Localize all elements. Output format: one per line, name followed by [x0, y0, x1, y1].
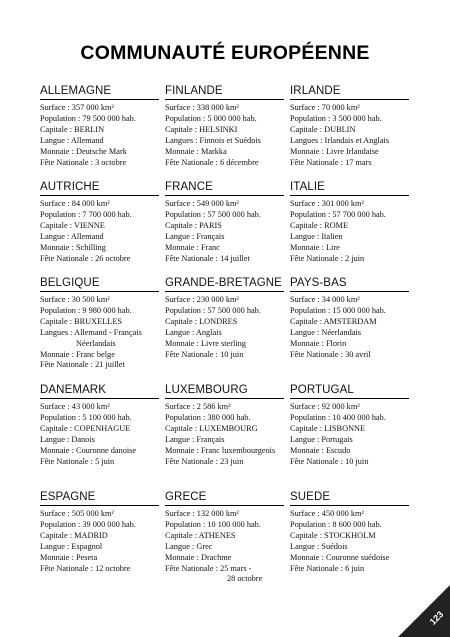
- national-day-line: Fête Nationale : 5 juin: [40, 456, 115, 466]
- population-line: Population : 3 500 000 hab.: [290, 113, 382, 123]
- page-corner: [390, 577, 450, 637]
- capital-line: Capitale : BERLIN: [40, 124, 105, 134]
- capital-line: Capitale : AMSTERDAM: [290, 316, 377, 326]
- language-line: Langue : Anglais: [165, 327, 222, 337]
- population-line: Population : 380 000 hab.: [165, 412, 251, 422]
- national-day-line: Fête Nationale : 6 juin: [290, 563, 365, 573]
- national-day-line: Fête Nationale : 14 juillet: [165, 253, 250, 263]
- population-line: Population : 10 400 000 hab.: [290, 412, 386, 422]
- country-block-irlande: [290, 84, 409, 180]
- country-block-autriche: [40, 180, 159, 276]
- country-grid: [40, 84, 410, 586]
- capital-line: Capitale : LUXEMBOURG: [165, 423, 258, 433]
- surface-line: Surface : 301 000 km²: [290, 199, 364, 208]
- country-block-finlande: [165, 84, 284, 180]
- national-day-line: Fête Nationale : 10 juin: [290, 456, 369, 466]
- surface-line: Surface : 549 000 km²: [165, 199, 239, 208]
- language-line: Langue : Danois: [40, 434, 95, 444]
- country-name: FINLANDE: [165, 84, 284, 100]
- capital-line: Capitale : COPENHAGUE: [40, 423, 131, 433]
- capital-line: Capitale : HELSINKI: [165, 124, 238, 134]
- country-block-belgique: [40, 276, 159, 383]
- population-line: Population : 9 980 000 hab.: [40, 305, 132, 315]
- country-name: ITALIE: [290, 180, 409, 196]
- national-day-line-continued: 28 octobre: [227, 574, 263, 584]
- country-block-italie: [290, 180, 409, 276]
- country-name: GRECE: [165, 490, 284, 506]
- currency-line: Monnaie : Couronne suédoise: [290, 552, 390, 562]
- currency-line: Monnaie : Schilling: [40, 242, 106, 252]
- language-line: Langue : Allemand: [40, 231, 104, 241]
- country-block-danemark: [40, 383, 159, 490]
- country-name: PORTUGAL: [290, 383, 409, 399]
- population-line: Population : 10 100 000 hab.: [165, 519, 261, 529]
- page-title: COMMUNAUTÉ EUROPÉENNE: [80, 42, 370, 64]
- capital-line: Capitale : BRUXELLES: [40, 316, 123, 326]
- population-line: Population : 79 500 000 hab.: [40, 113, 136, 123]
- currency-line: Monnaie : Peseta: [40, 552, 98, 562]
- country-block-luxembourg: [165, 383, 284, 490]
- population-line: Population : 7 700 000 hab.: [40, 209, 132, 219]
- surface-line: Surface : 92 000 km²: [290, 402, 360, 411]
- population-line: Population : 57 500 000 hab.: [165, 209, 261, 219]
- language-line: Langue : Allemand: [40, 135, 104, 145]
- country-name: GRANDE-BRETAGNE: [165, 276, 284, 292]
- language-line: Langue : Espagnol: [40, 541, 103, 551]
- language-line: Langue : Suédois: [290, 541, 348, 551]
- country-name: LUXEMBOURG: [165, 383, 284, 399]
- language-line: Langue : Français: [165, 231, 225, 241]
- language-line: Langue : Italien: [290, 231, 343, 241]
- currency-line: Monnaie : Markka: [165, 146, 227, 156]
- country-block-grande-bretagne: [165, 276, 284, 383]
- national-day-line: Fête Nationale : 6 décembre: [165, 157, 259, 167]
- country-block-grece: [165, 490, 284, 586]
- population-line: Population : 5 000 000 hab.: [165, 113, 257, 123]
- currency-line: Monnaie : Livre Irlandaise: [290, 146, 379, 156]
- country-name: DANEMARK: [40, 383, 159, 399]
- surface-line: Surface : 43 000 km²: [40, 402, 110, 411]
- country-block-espagne: [40, 490, 159, 586]
- language-line: Langues : Finnois et Suédois: [165, 135, 261, 145]
- currency-line: Monnaie : Livre sterling: [165, 338, 246, 348]
- capital-line: Capitale : DUBLIN: [290, 124, 356, 134]
- language-line: Langue : Néerlandais: [290, 327, 361, 337]
- currency-line: Monnaie : Couronne danoise: [40, 445, 137, 455]
- currency-line: Monnaie : Franc: [165, 242, 220, 252]
- national-day-line: Fête Nationale : 21 juillet: [40, 360, 125, 370]
- currency-line: Monnaie : Florin: [290, 338, 347, 348]
- national-day-line: Fête Nationale : 12 octobre: [40, 563, 131, 573]
- surface-line: Surface : 450 000 km²: [290, 509, 364, 518]
- capital-line: Capitale : ATHENES: [165, 530, 236, 540]
- surface-line: Surface : 338 000 km²: [165, 103, 239, 112]
- surface-line: Surface : 34 000 km²: [290, 295, 360, 304]
- national-day-line: Fête Nationale : 10 juin: [165, 349, 244, 359]
- currency-line: Monnaie : Lire: [290, 242, 340, 252]
- page-number: 123: [427, 609, 446, 627]
- surface-line: Surface : 505 000 km²: [40, 509, 114, 518]
- country-name: BELGIQUE: [40, 276, 159, 292]
- national-day-line: Fête Nationale : 23 juin: [165, 456, 244, 466]
- country-block-suede: [290, 490, 409, 586]
- currency-line: Monnaie : Franc belge: [40, 349, 115, 359]
- population-line: Population : 57 700 000 hab.: [290, 209, 386, 219]
- capital-line: Capitale : ROME: [290, 220, 349, 230]
- capital-line: Capitale : MADRID: [40, 530, 108, 540]
- country-name: PAYS-BAS: [290, 276, 409, 292]
- surface-line: Surface : 230 000 km²: [165, 295, 239, 304]
- country-name: IRLANDE: [290, 84, 409, 100]
- country-name: SUEDE: [290, 490, 409, 506]
- population-line: Population : 8 600 000 hab.: [290, 519, 382, 529]
- surface-line: Surface : 357 000 km²: [40, 103, 114, 112]
- population-line: Population : 5 100 000 hab.: [40, 412, 132, 422]
- language-line: Langue : Portugais: [290, 434, 353, 444]
- language-line: Langues : Irlandais et Anglais: [290, 135, 390, 145]
- currency-line: Monnaie : Deutsche Mark: [40, 146, 127, 156]
- currency-line: Monnaie : Drachme: [165, 552, 232, 562]
- surface-line: Surface : 2 586 km²: [165, 402, 231, 411]
- country-name: FRANCE: [165, 180, 284, 196]
- surface-line: Surface : 84 000 km²: [40, 199, 110, 208]
- population-line: Population : 39 000 000 hab.: [40, 519, 136, 529]
- capital-line: Capitale : LISBONNE: [290, 423, 366, 433]
- population-line: Population : 57 500 000 hab.: [165, 305, 261, 315]
- currency-line: Monnaie : Escudo: [290, 445, 351, 455]
- capital-line: Capitale : PARIS: [165, 220, 222, 230]
- language-line: Langues : Allemand - Français: [40, 327, 142, 337]
- surface-line: Surface : 30 500 km²: [40, 295, 110, 304]
- country-block-pays-bas: [290, 276, 409, 383]
- capital-line: Capitale : LONDRES: [165, 316, 238, 326]
- national-day-line: Fête Nationale : 17 mars: [290, 157, 372, 167]
- national-day-line: Fête Nationale : 2 juin: [290, 253, 365, 263]
- national-day-line: Fête Nationale : 26 octobre: [40, 253, 131, 263]
- country-block-portugal: [290, 383, 409, 490]
- surface-line: Surface : 132 000 km²: [165, 509, 239, 518]
- language-line: Langue : Français: [165, 434, 225, 444]
- currency-line: Monnaie : Franc luxembourgeois: [165, 445, 276, 455]
- population-line: Population : 15 000 000 hab.: [290, 305, 386, 315]
- capital-line: Capitale : VIENNE: [40, 220, 105, 230]
- country-block-allemagne: [40, 84, 159, 180]
- language-line-continued: Néerlandais: [76, 338, 116, 348]
- country-block-france: [165, 180, 284, 276]
- national-day-line: Fête Nationale : 3 octobre: [40, 157, 127, 167]
- capital-line: Capitale : STOCKHOLM: [290, 530, 376, 540]
- country-name: AUTRICHE: [40, 180, 159, 196]
- surface-line: Surface : 70 000 km²: [290, 103, 360, 112]
- country-name: ESPAGNE: [40, 490, 159, 506]
- language-line: Langue : Grec: [165, 541, 213, 551]
- national-day-line: Fête Nationale : 30 avril: [290, 349, 371, 359]
- page-corner-triangle: [398, 585, 450, 637]
- country-name: ALLEMAGNE: [40, 84, 159, 100]
- national-day-line: Fête Nationale : 25 mars -: [165, 563, 252, 573]
